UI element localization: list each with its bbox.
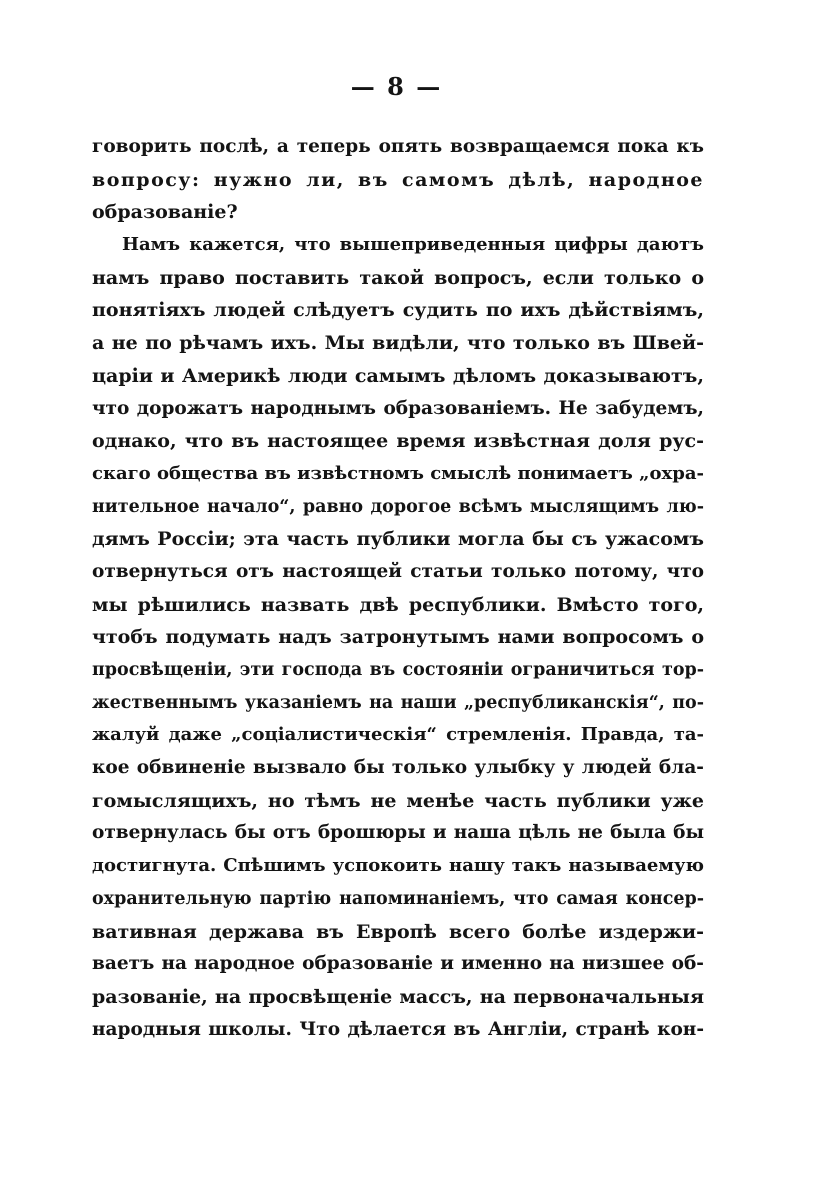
- body-text: [92, 131, 704, 1046]
- page-number: — 8 —: [350, 72, 443, 101]
- text-line: что дорожатъ народнымъ образованіемъ. Не забудемъ,: [92, 397, 704, 419]
- text-line: образованіе?: [92, 201, 238, 224]
- text-line: достигнута. Спѣшимъ успокоить нашу такъ называемую: [92, 855, 704, 877]
- text-line: просвѣщеніи, эти господа въ состояніи ограничиться тор-: [92, 660, 704, 680]
- text-line: нительное начало“, равно дорогое всѣмъ мыслящимъ лю-: [92, 496, 704, 517]
- text-line: мы рѣшились назвать двѣ республики. Вмѣсто того,: [92, 593, 704, 616]
- text-line: Намъ кажется, что вышеприведенныя цифры даютъ: [122, 234, 704, 256]
- text-line: жалуй даже „соціалистическія“ стремленія. Правда, та-: [92, 724, 704, 746]
- text-line: гомыслящихъ, но тѣмъ не менѣе часть публики уже: [92, 789, 704, 812]
- text-line: народныя школы. Что дѣлается въ Англіи, странѣ кон-: [92, 1018, 704, 1040]
- text-line: понятіяхъ людей слѣдуетъ судить по ихъ дѣйствіямъ,: [92, 299, 704, 322]
- text-line: говорить послѣ, а теперь опять возвращаемся пока къ: [92, 136, 704, 157]
- text-line: кое обвиненіе вызвало бы только улыбку у людей бла-: [92, 757, 704, 779]
- text-line: а не по рѣчамъ ихъ. Мы видѣли, что только въ Швей-: [92, 332, 704, 355]
- text-line: ваетъ на народное образованіе и именно на низшее об-: [92, 953, 704, 975]
- text-line: охранительную партію напоминаніемъ, что самая консер-: [92, 888, 704, 909]
- text-line: вопросу: нужно ли, въ самомъ дѣлѣ, народное: [92, 168, 704, 191]
- text-line: однако, что въ настоящее время извѣстная доля рус-: [92, 430, 704, 453]
- text-line: дямъ Россіи; эта часть публики могла бы съ ужасомъ: [92, 528, 704, 551]
- text-line: царіи и Америкѣ люди самымъ дѣломъ доказываютъ,: [92, 364, 704, 387]
- text-line: разованіе, на просвѣщеніе массъ, на первоначальныя: [92, 985, 704, 1008]
- text-line: отвернуться отъ настоящей статьи только потому, что: [92, 560, 704, 582]
- text-line: намъ право поставить такой вопросъ, если только о: [92, 266, 704, 289]
- text-line: вативная держава въ Европѣ всего болѣе издержи-: [92, 920, 704, 943]
- text-line: жественнымъ указаніемъ на наши „республиканскія“, по-: [92, 692, 704, 713]
- text-line: чтобъ подумать надъ затронутымъ нами вопросомъ о: [92, 626, 704, 649]
- text-line: отвернулась бы отъ брошюры и наша цѣль не была бы: [92, 822, 704, 844]
- text-line: скаго общества въ извѣстномъ смыслѣ понимаетъ „охра-: [92, 462, 704, 484]
